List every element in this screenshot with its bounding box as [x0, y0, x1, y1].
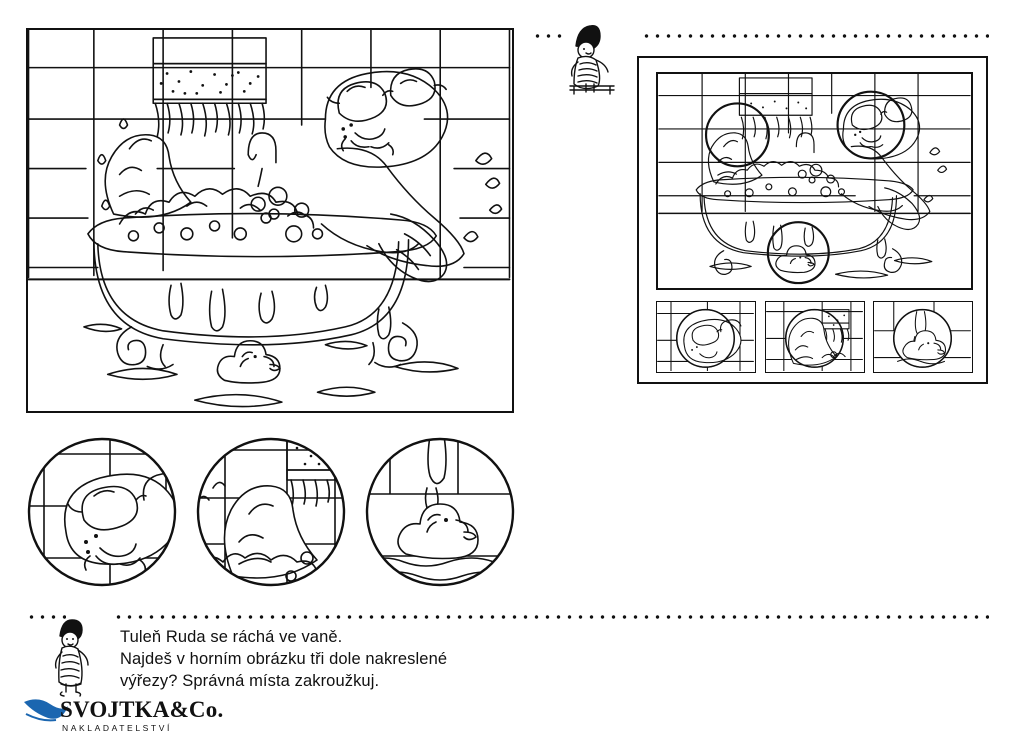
publisher-name: SVOJTKA&Co.	[60, 697, 224, 722]
solution-thumbnail-row	[656, 301, 973, 373]
solution-thumb-rubber-duck-image	[874, 302, 971, 371]
seal-in-bathtub-scene	[28, 30, 512, 411]
mascot-figure-icon	[44, 618, 106, 698]
instruction-line-3: výřezy? Správná místa zakroužkuj.	[120, 672, 380, 690]
solution-thumb-rubber-duck	[873, 301, 973, 373]
cutout-seal-head-image	[26, 436, 178, 588]
instruction-line-2: Najdeš v horním obrázku tři dole nakreslené	[120, 650, 448, 668]
mascot-bottom-instruction	[44, 618, 106, 698]
main-illustration	[26, 28, 514, 413]
cutout-rubber-duck[interactable]	[364, 436, 516, 588]
cutout-rubber-duck-image	[364, 436, 516, 588]
cutout-flipper-foam-image	[195, 436, 347, 588]
mascot-figure-icon	[556, 24, 634, 96]
solution-panel	[637, 56, 988, 384]
cutout-row	[26, 436, 516, 588]
solution-thumb-seal-head-image	[657, 302, 754, 371]
cutout-flipper-foam[interactable]	[195, 436, 347, 588]
publisher-subtitle: NAKLADATELSTVÍ	[62, 723, 172, 733]
dotted-rule-icon	[113, 614, 989, 620]
solution-thumb-flipper-foam	[765, 301, 865, 373]
solution-thumb-flipper-foam-image	[766, 302, 863, 371]
solution-thumb-seal-head	[656, 301, 756, 373]
instruction-line-1: Tuleň Ruda se ráchá ve vaně.	[120, 628, 343, 646]
instruction-text	[120, 626, 720, 692]
solution-scene-image	[658, 74, 971, 288]
dotted-rule-icon	[641, 33, 989, 39]
cutout-seal-head[interactable]	[26, 436, 178, 588]
solution-scene	[656, 72, 973, 290]
mascot-top-reading	[556, 24, 634, 96]
